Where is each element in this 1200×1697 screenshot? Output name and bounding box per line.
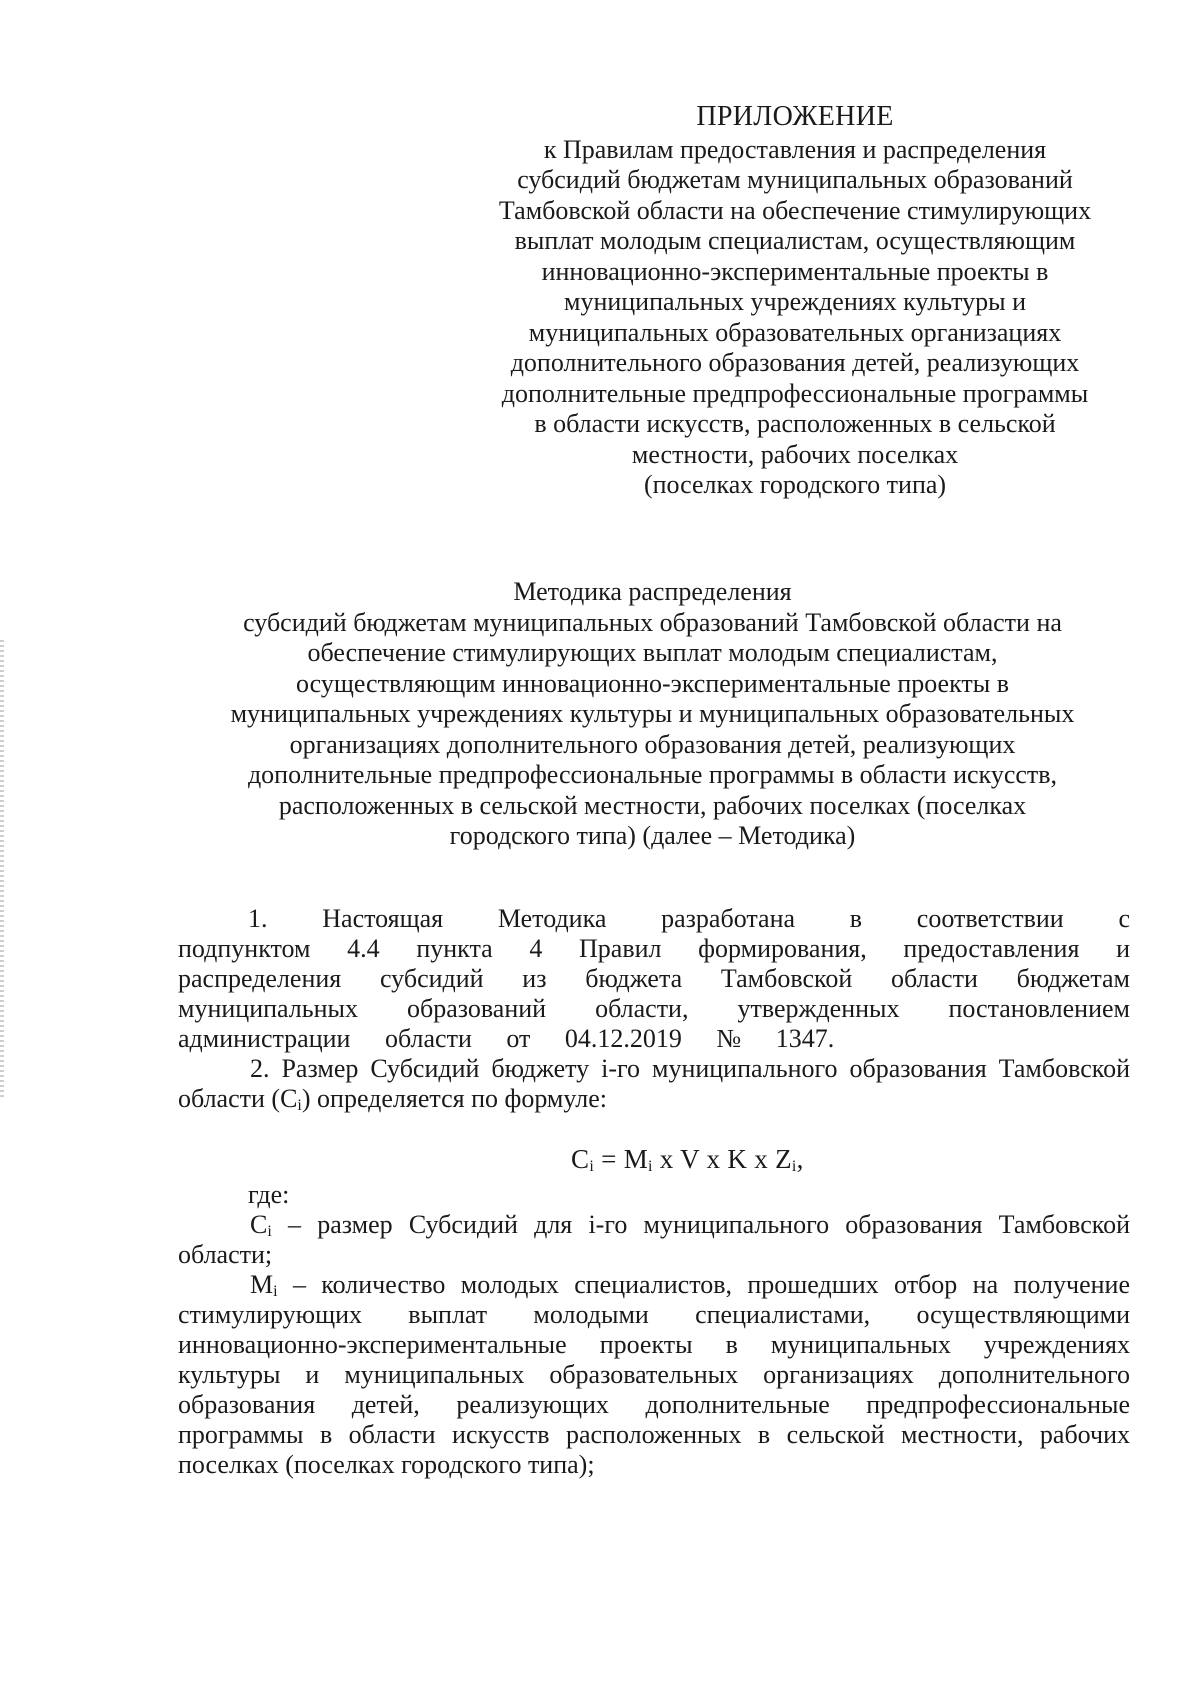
paragraph-item-1: 1. Настоящая Методика разработана в соответствии с подпунктом 4.4 пункта 4 Правил формирования, предоставления и распределения субсидий из бюджета Тамбовской области бюджетам муниципальных образований области, утвержденных постановлением администрации области от 04.12.2019 № 1347. bbox=[178, 904, 1130, 1053]
methodology-line: осуществляющим инновационно-экспериментальные проекты в bbox=[296, 668, 1009, 698]
methodology-line: муниципальных учреждениях культуры и муниципальных образовательных bbox=[230, 699, 1075, 728]
definition-m bbox=[178, 1270, 1130, 1480]
subscript: i bbox=[273, 1283, 278, 1300]
appendix-line: Тамбовской области на обеспечение стимулирующих bbox=[498, 195, 1092, 225]
methodology-title bbox=[175, 577, 1130, 852]
scan-edge-artifact bbox=[0, 640, 4, 1100]
appendix-header bbox=[470, 102, 1120, 501]
appendix-line: муниципальных образовательных организациях bbox=[528, 317, 1062, 347]
subscript: i bbox=[267, 1223, 272, 1240]
methodology-line: субсидий бюджетам муниципальных образований Тамбовской области на bbox=[243, 607, 1062, 637]
methodology-line: организациях дополнительного образования детей, реализующих bbox=[289, 729, 1016, 759]
formula-rest: x V x K x Z bbox=[652, 1144, 792, 1174]
appendix-line: (поселках городского типа) bbox=[643, 470, 947, 499]
definition-c bbox=[178, 1210, 1130, 1270]
appendix-line: выплат молодым специалистам, осуществляющим bbox=[514, 226, 1076, 255]
appendix-line: инновационно-экспериментальные проекты в bbox=[541, 256, 1049, 286]
appendix-line: местности, рабочих поселках bbox=[631, 439, 959, 469]
appendix-line: к Правилам предоставления и распределения bbox=[543, 134, 1047, 164]
subscript: i bbox=[791, 1158, 797, 1175]
methodology-line: дополнительные предпрофессиональные программы в области искусств, bbox=[247, 760, 1058, 789]
appendix-line: дополнительного образования детей, реализующих bbox=[510, 348, 1080, 377]
appendix-line: субсидий бюджетам муниципальных образований bbox=[517, 165, 1073, 194]
formula-c: C bbox=[571, 1144, 590, 1174]
definition-symbol: M bbox=[250, 1270, 274, 1299]
methodology-line: расположенных в сельской местности, рабочих поселках (поселках bbox=[278, 790, 1027, 820]
definition-text: – размер Субсидий для i-го муниципального образования Тамбовской области; bbox=[178, 1210, 1130, 1269]
where-label: где: bbox=[248, 1180, 290, 1209]
paragraph-item-2 bbox=[178, 1054, 1130, 1114]
appendix-heading: ПРИЛОЖЕНИЕ bbox=[696, 101, 894, 132]
formula-end: , bbox=[796, 1144, 804, 1174]
appendix-line: в области искусств, расположенных в сельской bbox=[534, 409, 1056, 438]
definition-text: – количество молодых специалистов, прошедших отбор на получение стимулирующих выплат молодыми специалистами, осуществляющими инновационно-экспериментальные проекты в муниципальных учреждениях культуры и муниципальных образовательных организациях дополнительного образования детей, реализующих дополнительные предпрофессиональные программы в области искусств расположенных в сельской местности, рабочих поселках (поселках городского типа); bbox=[178, 1270, 1130, 1479]
item-2-tail: ) определяется по формуле: bbox=[301, 1084, 607, 1113]
subscript: i bbox=[297, 1097, 302, 1114]
appendix-line: дополнительные предпрофессиональные программы bbox=[501, 378, 1089, 408]
subscript: i bbox=[648, 1158, 653, 1175]
methodology-line: обеспечение стимулирующих выплат молодым специалистам, bbox=[307, 638, 998, 667]
methodology-line: Методика распределения bbox=[513, 577, 792, 606]
subsidy-formula bbox=[178, 1144, 1130, 1174]
appendix-line: муниципальных учреждениях культуры и bbox=[563, 287, 1026, 316]
item-2-text: 2. Размер Субсидий бюджету i-го муниципального образования Тамбовской области (C bbox=[178, 1054, 1130, 1113]
document-body bbox=[178, 904, 1130, 1480]
formula-m: = M bbox=[594, 1144, 648, 1174]
definition-symbol: C bbox=[250, 1210, 268, 1239]
subscript: i bbox=[589, 1158, 595, 1175]
methodology-line: городского типа) (далее – Методика) bbox=[449, 821, 856, 850]
